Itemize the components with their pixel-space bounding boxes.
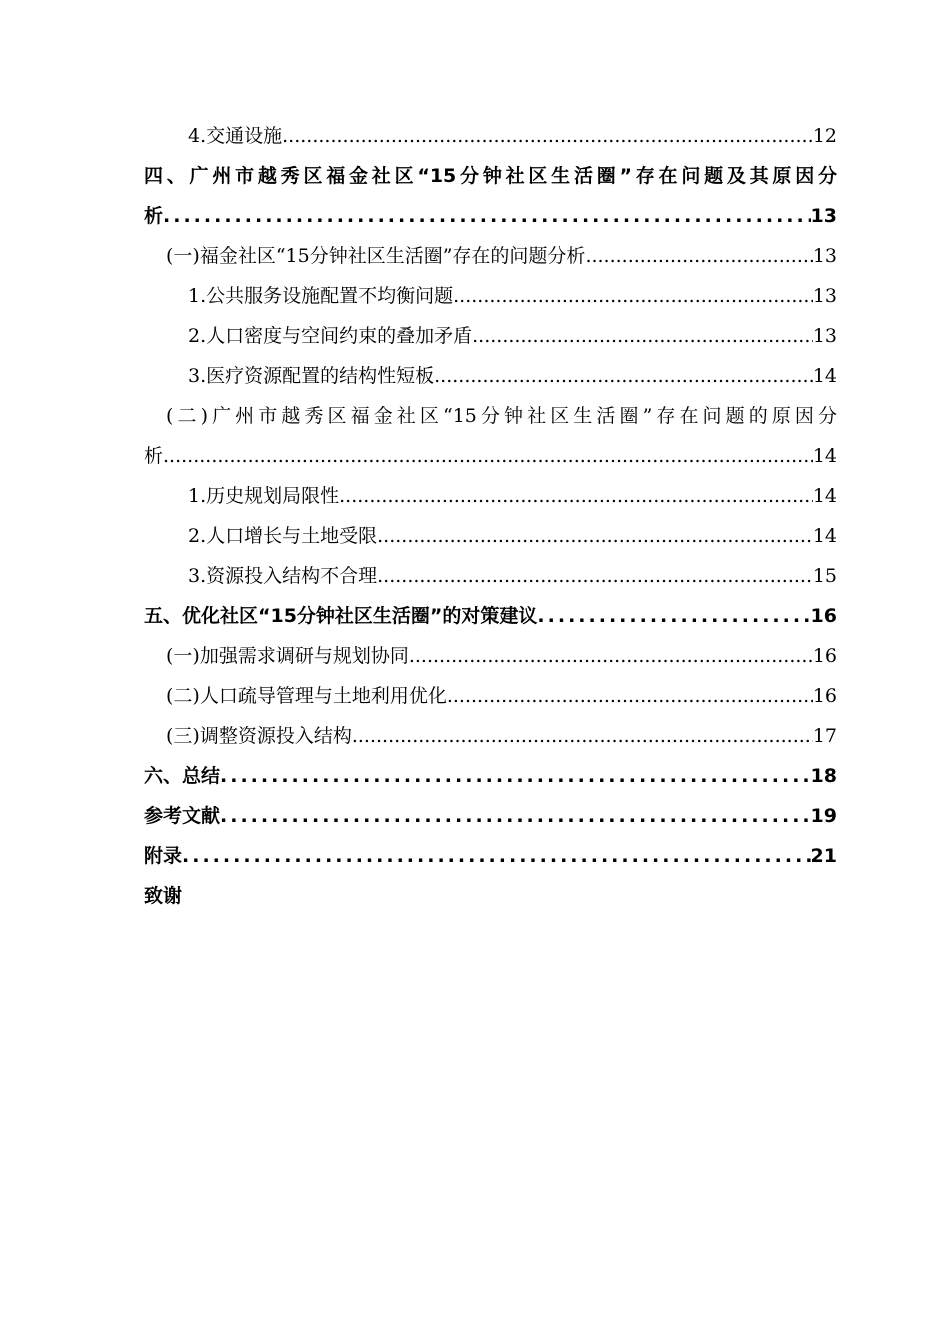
toc-entry-acknowledgements[interactable]: [144, 876, 837, 916]
toc-dot-leader: [163, 436, 813, 476]
toc-entry-section-4-1-3[interactable]: [144, 356, 837, 396]
toc-entry-chapter-6[interactable]: [144, 756, 837, 796]
toc-dot-leader: [220, 796, 811, 836]
toc-entry-section-5-1[interactable]: [144, 636, 837, 676]
toc-page-number: 14: [812, 445, 837, 467]
toc-entry-title: 4.交通设施: [188, 125, 283, 147]
toc-page-number: 13: [812, 285, 837, 307]
toc-entry-references[interactable]: [144, 796, 837, 836]
toc-entry-chapter-4-line1[interactable]: [144, 156, 837, 196]
toc-entry-title: 1.历史规划局限性: [188, 485, 340, 507]
toc-page-number: 14: [812, 485, 837, 507]
toc-page-number: 13: [812, 325, 837, 347]
toc-entry-title: 1.公共服务设施配置不均衡问题: [188, 285, 454, 307]
toc-entry-title: (二)广州市越秀区福金社区“15分钟社区生活圈”存在问题的原因分: [166, 405, 837, 427]
toc-entry-title: (一)福金社区“15分钟社区生活圈”存在的问题分析: [166, 245, 586, 267]
toc-entry-title: 四、广州市越秀区福金社区“15分钟社区生活圈”存在问题及其原因分: [144, 165, 837, 187]
toc-entry-title: 参考文献: [144, 805, 221, 827]
toc-entry-title: 致谢: [144, 885, 183, 907]
toc-page-number: 16: [812, 685, 837, 707]
toc-entry-appendix[interactable]: [144, 836, 837, 876]
toc-entry-traffic-facilities[interactable]: [144, 116, 837, 156]
toc-dot-leader: [182, 836, 811, 876]
toc-entry-title: (二)人口疏导管理与土地利用优化: [166, 685, 447, 707]
toc-dot-leader: [453, 276, 813, 316]
toc-entry-section-4-2-line2[interactable]: [144, 436, 837, 476]
toc-entry-section-5-3[interactable]: [144, 716, 837, 756]
toc-dot-leader: [409, 636, 813, 676]
toc-entry-section-5-2[interactable]: [144, 676, 837, 716]
toc-entry-title: 3.医疗资源配置的结构性短板: [188, 365, 435, 387]
toc-entry-title: 六、总结: [144, 765, 221, 787]
toc-dot-leader: [339, 476, 813, 516]
toc-entry-title: 析: [144, 205, 164, 227]
toc-dot-leader: [163, 196, 811, 236]
toc-entry-title: (一)加强需求调研与规划协同: [166, 645, 409, 667]
toc-entry-chapter-4-line2[interactable]: [144, 196, 837, 236]
toc-entry-title: 五、优化社区“15分钟社区生活圈”的对策建议: [144, 605, 538, 627]
toc-dot-leader: [434, 356, 813, 396]
toc-dot-leader: [352, 716, 813, 756]
toc-page-number: 14: [812, 525, 837, 547]
toc-dot-leader: [585, 236, 812, 276]
toc-dot-leader: [220, 756, 811, 796]
toc-entry-title: 2.人口密度与空间约束的叠加矛盾: [188, 325, 473, 347]
toc-entry-title: (三)调整资源投入结构: [166, 725, 352, 747]
toc-page-number: 12: [812, 125, 837, 147]
toc-page-number: 16: [810, 605, 837, 627]
toc-entry-section-4-2-3[interactable]: [144, 556, 837, 596]
toc-page-number: 18: [810, 765, 837, 787]
toc-page-number: 21: [810, 845, 837, 867]
toc-dot-leader: [377, 516, 813, 556]
toc-entry-section-4-1[interactable]: [144, 236, 837, 276]
toc-page-number: 17: [812, 725, 837, 747]
toc-entry-title: 附录: [144, 845, 183, 867]
toc-dot-leader: [447, 676, 813, 716]
toc-entry-chapter-5[interactable]: [144, 596, 837, 636]
toc-dot-leader: [472, 316, 813, 356]
toc-page-number: 13: [812, 245, 837, 267]
toc-dot-leader: [377, 556, 813, 596]
toc-entry-title: 析: [144, 445, 164, 467]
toc-page-number: 14: [812, 365, 837, 387]
toc-entry-section-4-2-1[interactable]: [144, 476, 837, 516]
toc-page-number: 15: [812, 565, 837, 587]
toc-page-number: 19: [810, 805, 837, 827]
table-of-contents: [144, 116, 837, 916]
toc-page-number: 16: [812, 645, 837, 667]
toc-entry-section-4-2-2[interactable]: [144, 516, 837, 556]
toc-dot-leader: [537, 596, 810, 636]
toc-page-number: 13: [810, 205, 837, 227]
toc-dot-leader: [282, 116, 813, 156]
toc-entry-section-4-1-1[interactable]: [144, 276, 837, 316]
toc-entry-title: 2.人口增长与土地受限: [188, 525, 378, 547]
toc-entry-section-4-2-line1[interactable]: [144, 396, 837, 436]
toc-entry-title: 3.资源投入结构不合理: [188, 565, 378, 587]
toc-entry-section-4-1-2[interactable]: [144, 316, 837, 356]
